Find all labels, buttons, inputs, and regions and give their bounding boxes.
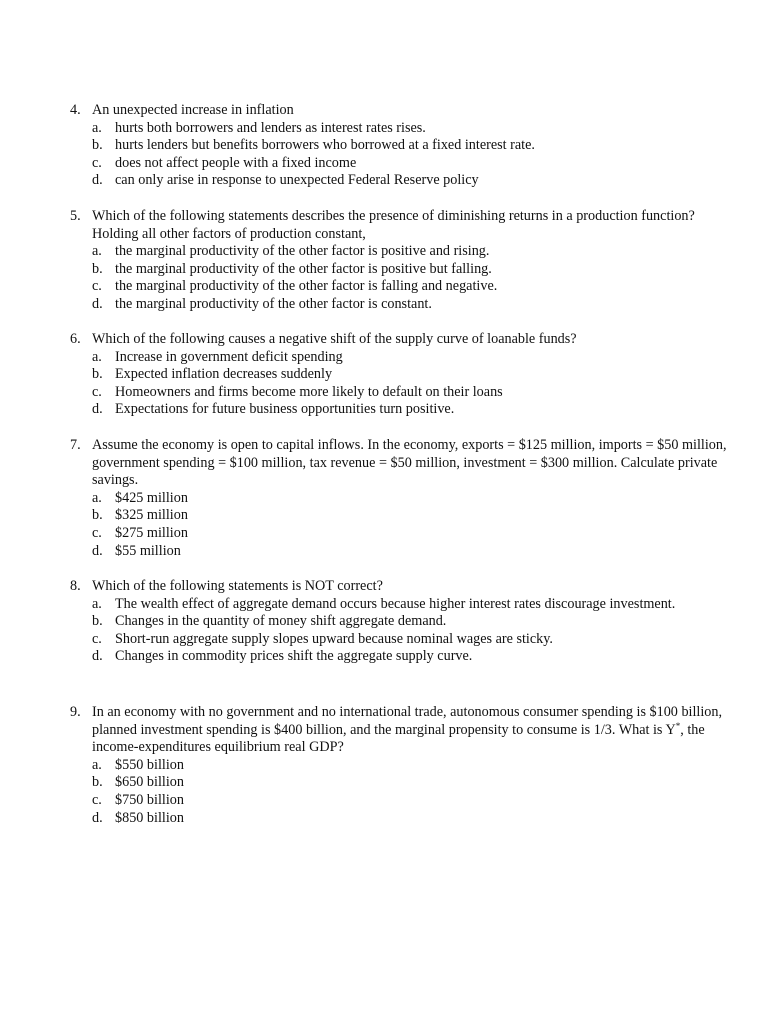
option-a bbox=[70, 596, 730, 614]
option-c bbox=[70, 631, 730, 649]
question-number: 8. bbox=[70, 578, 81, 594]
option-letter: a. bbox=[92, 119, 102, 136]
option-text: $325 million bbox=[115, 507, 188, 524]
question-stem bbox=[70, 331, 730, 349]
question-number: 6. bbox=[70, 331, 81, 347]
option-text: does not affect people with a fixed income bbox=[115, 154, 357, 171]
option-letter: b. bbox=[92, 137, 103, 154]
option-a bbox=[70, 490, 730, 508]
option-text: $750 billion bbox=[115, 791, 184, 808]
option-letter: c. bbox=[92, 154, 102, 171]
option-letter: b. bbox=[92, 774, 103, 791]
option-d bbox=[70, 543, 730, 561]
option-text: Expected inflation decreases suddenly bbox=[115, 366, 333, 383]
option-text: Changes in commodity prices shift the aggregate supply curve. bbox=[115, 648, 473, 665]
question-9 bbox=[70, 704, 730, 827]
equilibrium-superscript: * bbox=[675, 720, 681, 731]
question-stem bbox=[70, 208, 730, 243]
option-letter: b. bbox=[92, 613, 103, 630]
question-text: An unexpected increase in inflation bbox=[92, 102, 294, 118]
option-text: Increase in government deficit spending bbox=[115, 348, 343, 365]
option-text: $650 billion bbox=[115, 774, 184, 791]
option-a bbox=[70, 243, 730, 261]
option-text: $550 billion bbox=[115, 756, 184, 773]
question-number: 4. bbox=[70, 102, 81, 118]
option-text: Changes in the quantity of money shift aggregate demand. bbox=[115, 613, 447, 630]
option-letter: d. bbox=[92, 809, 103, 826]
option-d bbox=[70, 296, 730, 314]
option-text: $850 billion bbox=[115, 809, 184, 826]
option-text: hurts both borrowers and lenders as interest rates rises. bbox=[115, 119, 426, 136]
question-stem bbox=[70, 437, 730, 490]
question-text: Which of the following statements describes the presence of diminishing returns in a production function? Holding all other factors of production constant, bbox=[92, 208, 695, 242]
question-text: Assume the economy is open to capital inflows. In the economy, exports = $125 million, imports = $50 million, government spending = $100 million, tax revenue = $50 million, investment = $300 million. Calculate private savings. bbox=[92, 437, 727, 489]
option-letter: c. bbox=[92, 524, 102, 541]
option-text: the marginal productivity of the other factor is constant. bbox=[115, 295, 432, 312]
question-number: 9. bbox=[70, 704, 81, 720]
option-letter: a. bbox=[92, 756, 102, 773]
option-b bbox=[70, 261, 730, 279]
question-5 bbox=[70, 208, 730, 314]
question-text: Which of the following causes a negative shift of the supply curve of loanable funds? bbox=[92, 331, 577, 347]
option-text: can only arise in response to unexpected Federal Reserve policy bbox=[115, 172, 479, 189]
option-text: The wealth effect of aggregate demand occurs because higher interest rates discourage investment. bbox=[115, 595, 676, 612]
option-a bbox=[70, 757, 730, 775]
option-text: Expectations for future business opportunities turn positive. bbox=[115, 401, 455, 418]
question-text-part-1: In an economy with no government and no international trade, autonomous consumer spending is $100 billion, planned investment spending is $400 billion, and the marginal propensity to consume is 1/3. What is Y bbox=[92, 704, 723, 738]
option-letter: a. bbox=[92, 243, 102, 260]
option-letter: d. bbox=[92, 172, 103, 189]
option-text: Short-run aggregate supply slopes upward because nominal wages are sticky. bbox=[115, 630, 553, 647]
option-text: the marginal productivity of the other factor is falling and negative. bbox=[115, 278, 498, 295]
option-letter: c. bbox=[92, 278, 102, 295]
option-b bbox=[70, 613, 730, 631]
option-b bbox=[70, 507, 730, 525]
option-text: hurts lenders but benefits borrowers who borrowed at a fixed interest rate. bbox=[115, 137, 535, 154]
option-letter: a. bbox=[92, 348, 102, 365]
option-text: the marginal productivity of the other factor is positive but falling. bbox=[115, 260, 492, 277]
option-letter: d. bbox=[92, 295, 103, 312]
question-8 bbox=[70, 578, 730, 666]
option-d bbox=[70, 172, 730, 190]
question-number: 5. bbox=[70, 208, 81, 224]
question-text: Which of the following statements is NOT correct? bbox=[92, 578, 383, 594]
option-letter: d. bbox=[92, 648, 103, 665]
option-b bbox=[70, 774, 730, 792]
option-a bbox=[70, 349, 730, 367]
option-letter: b. bbox=[92, 260, 103, 277]
option-letter: d. bbox=[92, 542, 103, 559]
option-letter: d. bbox=[92, 401, 103, 418]
question-text-part-2: , the income-expenditures equilibrium real GDP? bbox=[92, 721, 705, 756]
option-b bbox=[70, 366, 730, 384]
option-text: $55 million bbox=[115, 542, 181, 559]
option-c bbox=[70, 384, 730, 402]
question-7 bbox=[70, 437, 730, 560]
option-letter: c. bbox=[92, 383, 102, 400]
option-letter: a. bbox=[92, 489, 102, 506]
option-d bbox=[70, 810, 730, 828]
option-letter: a. bbox=[92, 595, 102, 612]
option-d bbox=[70, 401, 730, 419]
option-letter: c. bbox=[92, 630, 102, 647]
question-number: 7. bbox=[70, 437, 81, 453]
question-stem bbox=[70, 704, 730, 757]
option-letter: b. bbox=[92, 507, 103, 524]
question-stem bbox=[70, 102, 730, 120]
question-6 bbox=[70, 331, 730, 419]
question-stem bbox=[70, 578, 730, 596]
option-c bbox=[70, 792, 730, 810]
option-letter: c. bbox=[92, 791, 102, 808]
option-c bbox=[70, 155, 730, 173]
option-c bbox=[70, 278, 730, 296]
option-c bbox=[70, 525, 730, 543]
option-text: $275 million bbox=[115, 524, 188, 541]
option-text: $425 million bbox=[115, 489, 188, 506]
option-letter: b. bbox=[92, 366, 103, 383]
option-d bbox=[70, 648, 730, 666]
option-text: Homeowners and firms become more likely to default on their loans bbox=[115, 383, 503, 400]
option-b bbox=[70, 137, 730, 155]
question-4 bbox=[70, 102, 730, 190]
option-a bbox=[70, 120, 730, 138]
question-text bbox=[92, 704, 730, 757]
option-text: the marginal productivity of the other factor is positive and rising. bbox=[115, 243, 490, 260]
